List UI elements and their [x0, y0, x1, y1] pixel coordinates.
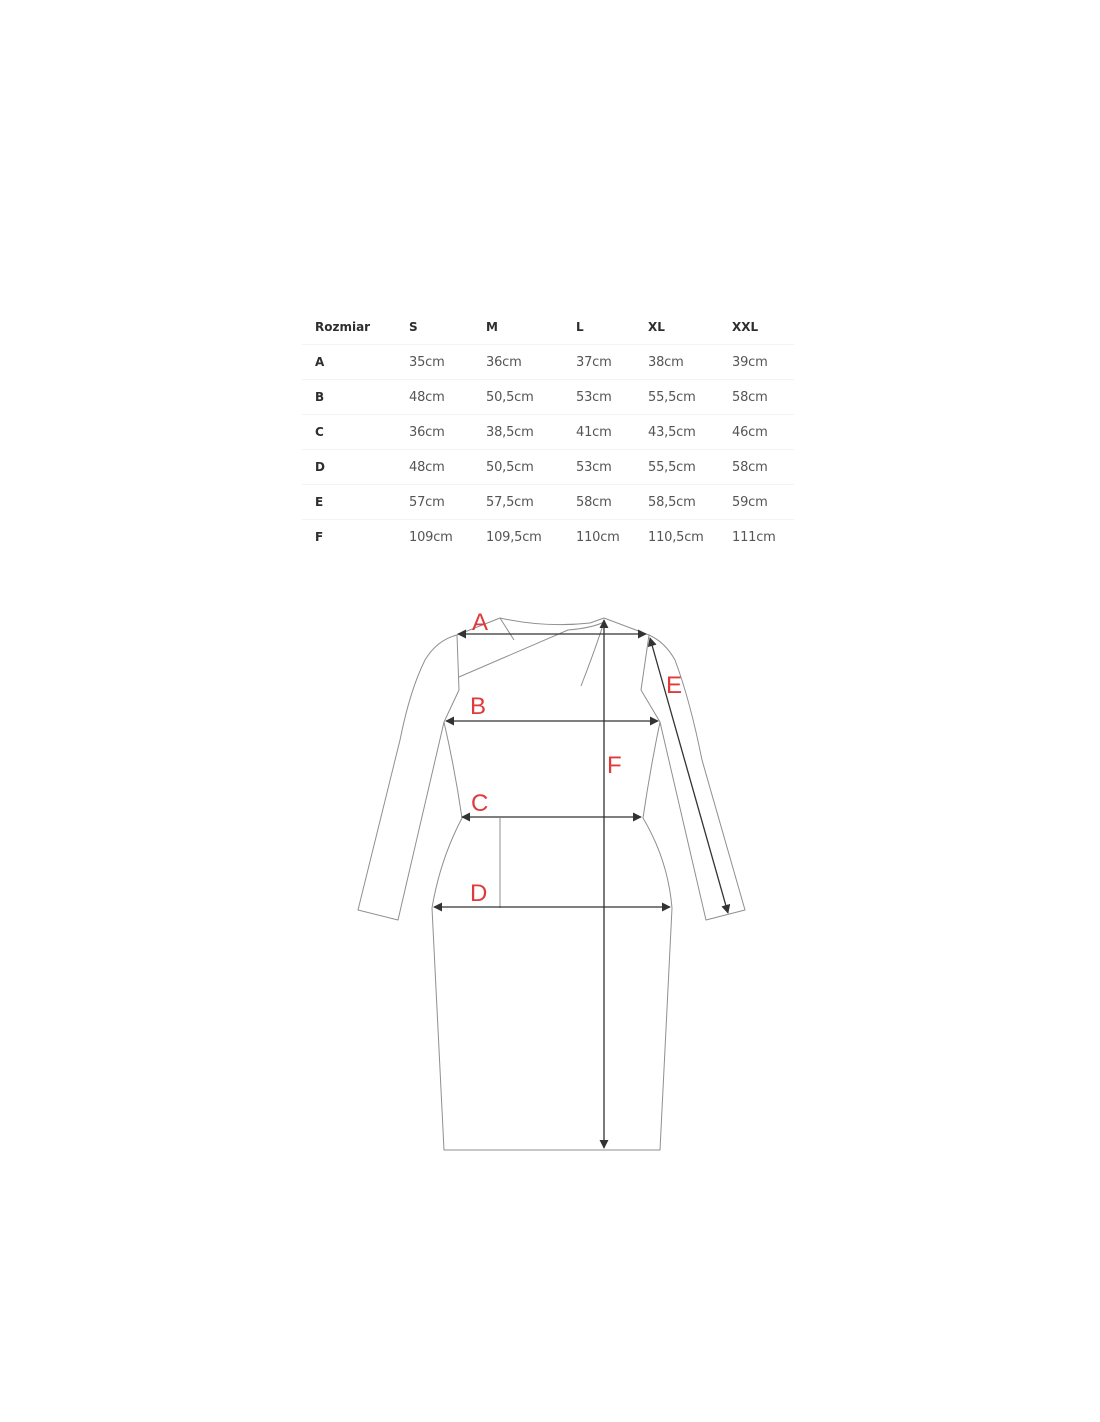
row-label: C [302, 415, 396, 450]
table-cell: 43,5cm [635, 415, 719, 450]
dress-outline [358, 618, 745, 1150]
table-cell: 57,5cm [473, 485, 563, 520]
table-cell: 38,5cm [473, 415, 563, 450]
arrow-e [650, 638, 728, 913]
table-cell: 58cm [719, 380, 794, 415]
right-sleeve-outline [649, 635, 745, 920]
table-cell: 39cm [719, 345, 794, 380]
left-sleeve-outline [358, 635, 457, 920]
label-a: A [472, 609, 489, 636]
table-cell: 110,5cm [648, 529, 704, 545]
table-cell: 38cm [635, 345, 719, 380]
table-cell: 48cm [396, 380, 473, 415]
table-cell: 111cm [732, 529, 776, 545]
label-e: E [666, 672, 683, 699]
header-xxl: XXL [719, 310, 794, 345]
table-cell: 58,5cm [635, 485, 719, 520]
label-b: B [470, 693, 487, 720]
table-cell: 50,5cm [473, 380, 563, 415]
row-label: B [302, 380, 396, 415]
header-s: S [396, 310, 473, 345]
table-cell: 53cm [563, 380, 635, 415]
table-cell: 46cm [719, 415, 794, 450]
table-cell: 48cm [396, 450, 473, 485]
measurement-labels [470, 609, 682, 907]
table-cell: 37cm [563, 345, 635, 380]
table-cell: 59cm [719, 485, 794, 520]
header-xl: XL [635, 310, 719, 345]
table-cell: 109,5cm [486, 529, 542, 545]
table-cell: 55,5cm [635, 450, 719, 485]
table-cell: 55,5cm [635, 380, 719, 415]
table-cell: 36cm [473, 345, 563, 380]
dress-body-outline [432, 618, 672, 1150]
table-cell: 50,5cm [473, 450, 563, 485]
header-size: Rozmiar [302, 310, 396, 345]
header-m: M [473, 310, 563, 345]
table-cell: 58cm [719, 450, 794, 485]
table-cell: 53cm [563, 450, 635, 485]
table-cell: 109cm [409, 529, 453, 545]
label-d: D [470, 880, 488, 907]
label-c: C [471, 790, 489, 817]
table-cell: 58cm [563, 485, 635, 520]
header-l: L [563, 310, 635, 345]
table-cell: 36cm [396, 415, 473, 450]
table-cell: 41cm [563, 415, 635, 450]
row-label: A [302, 345, 396, 380]
table-cell: 35cm [396, 345, 473, 380]
table-cell: 57cm [396, 485, 473, 520]
label-f: F [607, 752, 622, 779]
row-label: E [302, 485, 396, 520]
row-label: D [302, 450, 396, 485]
table-cell: 110cm [576, 529, 620, 545]
row-label: F [315, 530, 324, 544]
